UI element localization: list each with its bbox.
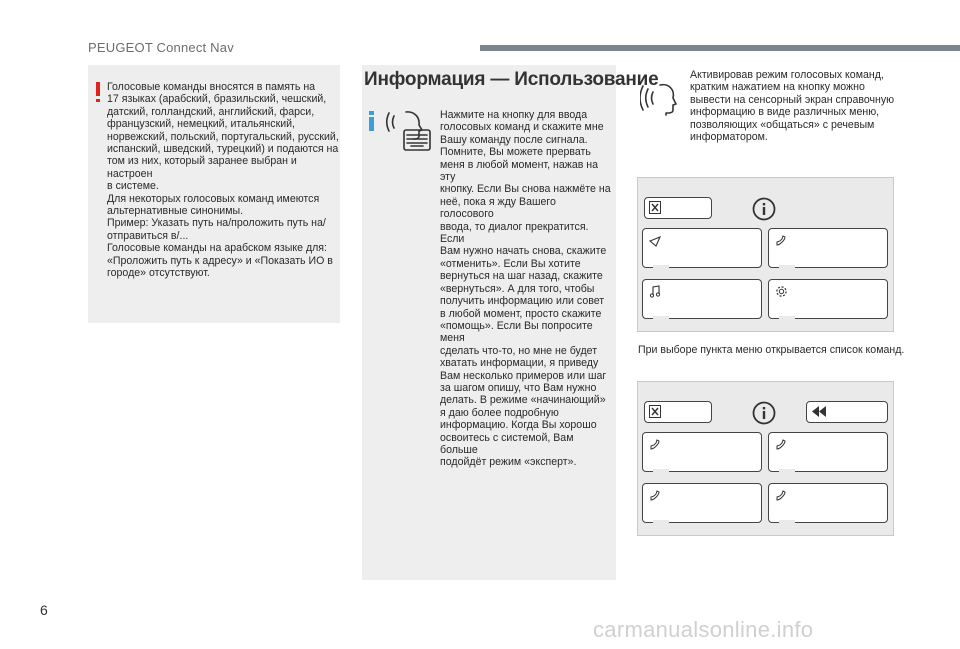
back-button[interactable] xyxy=(806,401,888,423)
close-x-icon xyxy=(649,405,661,418)
settings-gear-icon xyxy=(775,285,788,298)
rewind-back-icon xyxy=(811,405,827,418)
phone-icon xyxy=(649,439,661,451)
settings-menu-tile[interactable] xyxy=(768,279,888,319)
navigation-icon xyxy=(649,235,661,247)
help-menu-screen xyxy=(637,177,894,332)
phone-icon xyxy=(649,490,661,502)
phone-icon xyxy=(775,439,787,451)
command-tile[interactable] xyxy=(642,432,762,472)
voice-help-text: Активировав режим голосовых команд, кратким нажатием на кнопку можно вывести на сенсорный экран справочную информацию в виде различных меню, позволяющих «общаться» с речевым информатором. xyxy=(690,69,895,144)
command-tile[interactable] xyxy=(768,432,888,472)
main-instruction-text: Нажмите на кнопку для ввода голосовых команд и скажите мне Вашу команду после сигнала. Помните, Вы можете прервать меня в любой момент, нажав на эту кнопку. Если Вы снова нажмёте на неё, пока я жду Вашего голосового ввода, то диалог прекратится. Если Вам нужно начать снова, скажите «отменить». Если Вы хотите вернуться на шаг назад, скажите «вернуться». А для того, чтобы получить информацию или совет в любой момент, просто скажите «помощь». Если Вы попросите меня сделать что-то, но мне не будет хватать информации, я приведу Вам несколько примеров или шаг за шагом опишу, что Вам нужно делать. В режиме «начинающий» я даю более подробную информацию. Когда Вы хорошо освоитесь с системой, Вам больше подойдёт режим «эксперт». xyxy=(440,109,611,469)
command-tile[interactable] xyxy=(642,483,762,523)
watermark: carmanualsonline.info xyxy=(593,617,814,642)
voice-command-button-icon xyxy=(384,108,434,154)
document-header-title: PEUGEOT Connect Nav xyxy=(88,40,234,55)
music-menu-tile[interactable] xyxy=(642,279,762,319)
section-title: Информация — Использование xyxy=(364,69,659,90)
help-info-icon xyxy=(752,401,776,425)
phone-menu-tile[interactable] xyxy=(768,228,888,268)
exclamation-icon-dot xyxy=(96,99,100,102)
close-x-icon xyxy=(649,201,661,214)
phone-icon xyxy=(775,490,787,502)
close-button[interactable] xyxy=(644,401,712,423)
close-button[interactable] xyxy=(644,197,712,219)
phone-icon xyxy=(775,235,787,247)
command-tile[interactable] xyxy=(768,483,888,523)
speaking-head-icon xyxy=(640,80,680,116)
help-info-icon xyxy=(752,197,776,221)
header-rule xyxy=(480,45,960,51)
command-list-screen xyxy=(637,381,894,536)
music-note-icon xyxy=(649,285,661,298)
navigation-menu-tile[interactable] xyxy=(642,228,762,268)
page-number: 6 xyxy=(40,602,48,618)
info-icon xyxy=(369,111,374,131)
exclamation-icon xyxy=(96,82,100,96)
warning-text: Голосовые команды вносятся в память на 17 языках (арабский, бразильский, чешский, датский, голландский, английский, фарси, французский, немецкий, итальянский, норвежский, польский, португальский, русский, испанский, шведский, турецкий) и подаются на том из них, который заранее выбран и настроен в системе. Для некоторых голосовых команд имеются альтернативные синонимы. Пример: Указать путь на/проложить путь на/ отправиться в/... Голосовые команды на арабском языке для: «Проложить путь к адресу» и «Показать ИО в городе» отсутствуют. xyxy=(107,81,339,280)
screen-caption: При выборе пункта меню открывается список команд. xyxy=(638,344,905,356)
